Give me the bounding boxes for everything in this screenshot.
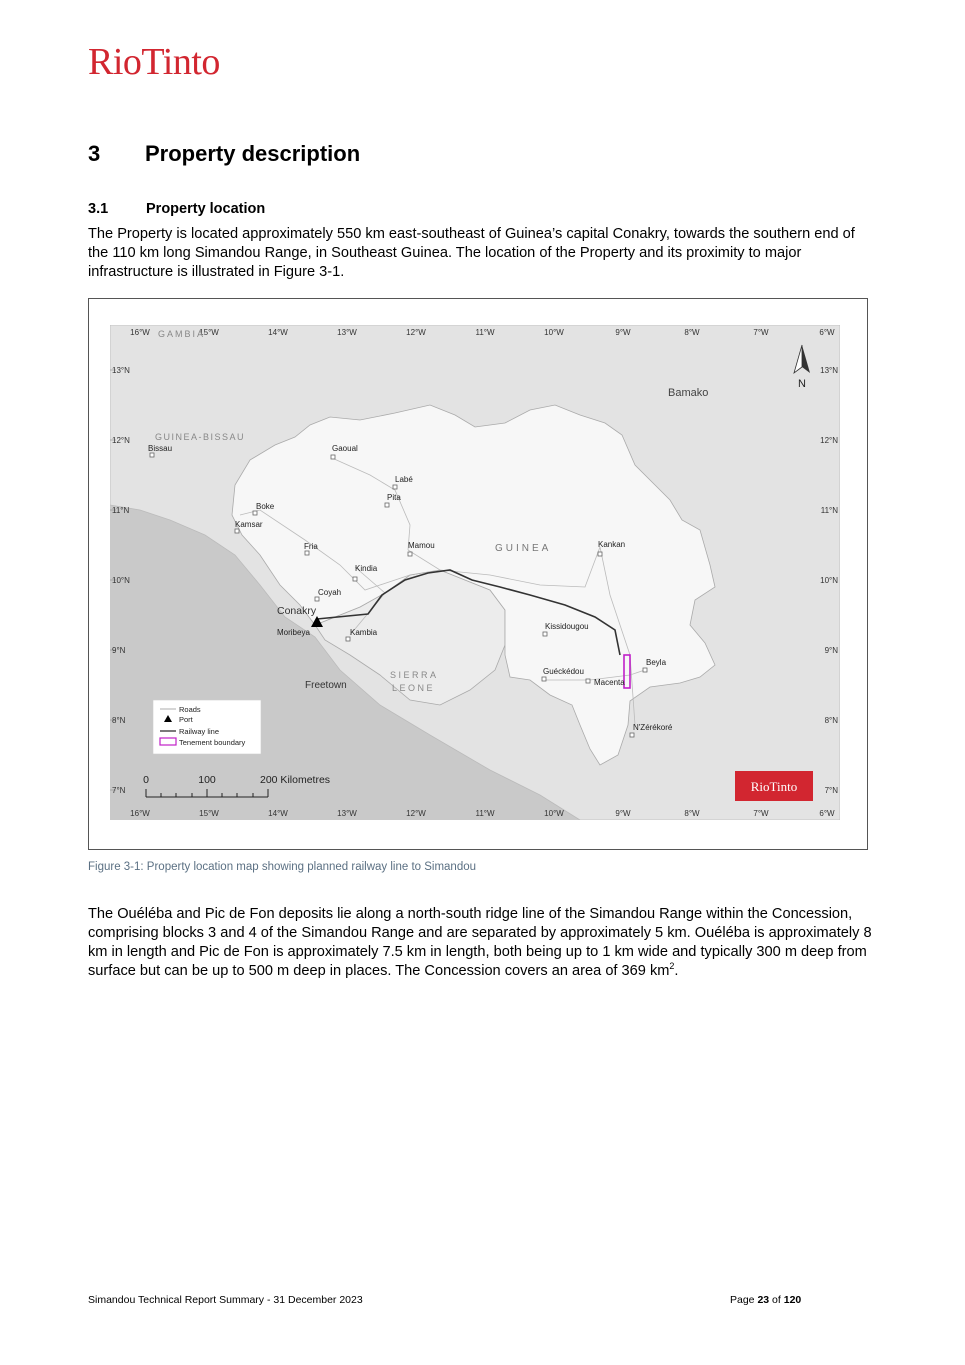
scale-end: 200 Kilometres <box>260 774 331 786</box>
place-bamako: Bamako <box>668 387 709 399</box>
lat-left-7n: 7°N <box>112 786 126 795</box>
place-boke: Boke <box>256 502 275 511</box>
place-kamsar: Kamsar <box>235 520 263 529</box>
lon-bottom-6w: 6°W <box>819 809 835 818</box>
lon-bottom-16w: 16°W <box>130 809 150 818</box>
lat-left-11n: 11°N <box>112 506 130 515</box>
place-moribeya: Moribeya <box>277 628 310 637</box>
place-beyla: Beyla <box>646 658 667 667</box>
legend-tenement: Tenement boundary <box>179 738 246 747</box>
section-number: 3 <box>88 141 101 166</box>
lat-right-9n: 9°N <box>824 646 838 655</box>
paragraph-property-location: The Property is located approximately 550 km east-southeast of Guinea’s capital Conakry, towards the southern end of the 110 km long Simandou Range, in Southeast Guinea. The location of the Property and its proximity to major infrastructure is illustrated in Figure 3-1. <box>88 226 855 280</box>
place-macenta: Macenta <box>594 678 625 687</box>
scale-mid: 100 <box>198 774 216 786</box>
lat-right-7n: 7°N <box>824 786 838 795</box>
legend-roads: Roads <box>179 705 201 714</box>
place-gueckedou: Guéckédou <box>543 667 584 676</box>
lat-right-8n: 8°N <box>824 716 838 725</box>
subsection-title: Property location <box>146 201 266 217</box>
superscript: 2 <box>669 961 675 972</box>
paragraph-deposits-end: . <box>674 963 679 979</box>
brand-badge-text: RioTinto <box>750 779 798 794</box>
country-label-guinea-bissau: GUINEA-BISSAU <box>155 432 246 442</box>
paragraph-deposits-text: The Ouéléba and Pic de Fon deposits lie along a north-south ridge line of the Simandou Range within the Concession, comprising blocks 3 and 4 of the Simandou Range and are separated by approximately 5 km. Ouéléba is approximately 8 km in length and Pic de Fon is approximately 7.5 km in length, both being up to 1 km wide and typically 300 m deep from surface but can be up to 500 m deep in places. The Concession covers an area of 369 km <box>88 906 872 979</box>
lon-top-6w: 6°W <box>819 328 835 337</box>
lon-top-15w: 15°W <box>199 328 219 337</box>
lon-top-10w: 10°W <box>544 328 564 337</box>
map-legend <box>153 700 261 754</box>
place-gaoual: Gaoual <box>332 444 358 453</box>
place-kindia: Kindia <box>355 564 378 573</box>
place-kissidougou: Kissidougou <box>545 622 589 631</box>
place-kankan: Kankan <box>598 540 626 549</box>
place-coyah: Coyah <box>318 588 342 597</box>
lon-top-12w: 12°W <box>406 328 426 337</box>
country-label-gambia: GAMBIA <box>158 329 206 339</box>
north-label: N <box>798 378 806 390</box>
lon-top-9w: 9°W <box>615 328 631 337</box>
paragraph-deposits <box>88 905 878 981</box>
place-mamou: Mamou <box>408 541 435 550</box>
lat-left-13n: 13°N <box>112 366 130 375</box>
subsection-number: 3.1 <box>88 201 109 217</box>
lat-left-10n: 10°N <box>112 576 130 585</box>
page-current: 23 <box>757 1294 770 1306</box>
lat-right-12n: 12°N <box>820 436 838 445</box>
lon-bottom-12w: 12°W <box>406 809 426 818</box>
section-title: Property description <box>145 141 361 166</box>
lon-top-16w: 16°W <box>130 328 150 337</box>
place-labe: Labé <box>395 475 413 484</box>
scale-zero: 0 <box>143 774 149 786</box>
lon-bottom-14w: 14°W <box>268 809 288 818</box>
lon-bottom-13w: 13°W <box>337 809 357 818</box>
section-heading <box>88 141 360 167</box>
subsection-heading <box>88 201 265 217</box>
page-of: of <box>769 1294 784 1306</box>
lat-right-13n: 13°N <box>820 366 838 375</box>
rio-tinto-logo: RioTinto <box>88 41 220 83</box>
page-prefix: Page <box>730 1294 758 1306</box>
lon-bottom-11w: 11°W <box>475 809 495 818</box>
legend-railway: Railway line <box>179 727 220 736</box>
lon-top-14w: 14°W <box>268 328 288 337</box>
lon-top-7w: 7°W <box>753 328 769 337</box>
lat-left-12n: 12°N <box>112 436 130 445</box>
place-bissau: Bissau <box>148 444 173 453</box>
footer-report-title: Simandou Technical Report Summary - 31 December 2023 <box>88 1294 363 1306</box>
lon-top-8w: 8°W <box>684 328 700 337</box>
figure-caption: Figure 3-1: Property location map showing planned railway line to Simandou <box>88 861 477 873</box>
place-fria: Fria <box>304 542 318 551</box>
place-conakry: Conakry <box>277 605 317 617</box>
lon-bottom-15w: 15°W <box>199 809 219 818</box>
place-freetown: Freetown <box>305 680 347 691</box>
lon-bottom-8w: 8°W <box>684 809 700 818</box>
lon-bottom-7w: 7°W <box>753 809 769 818</box>
lon-top-11w: 11°W <box>475 328 495 337</box>
lon-bottom-9w: 9°W <box>615 809 631 818</box>
footer-page-number <box>730 1294 801 1306</box>
country-label-guinea: GUINEA <box>495 543 552 554</box>
page-total: 120 <box>783 1294 802 1306</box>
lat-left-8n: 8°N <box>112 716 126 725</box>
country-label-leone: LEONE <box>392 683 436 693</box>
lon-bottom-10w: 10°W <box>544 809 564 818</box>
lat-left-9n: 9°N <box>112 646 126 655</box>
place-kambia: Kambia <box>350 628 378 637</box>
country-label-sierra: SIERRA <box>390 670 439 680</box>
place-nzerekore: N'Zérékoré <box>633 723 673 732</box>
lat-right-11n: 11°N <box>820 506 838 515</box>
legend-port: Port <box>179 715 193 724</box>
place-pita: Pita <box>387 493 401 502</box>
lat-right-10n: 10°N <box>820 576 838 585</box>
location-map <box>110 325 840 820</box>
lon-top-13w: 13°W <box>337 328 357 337</box>
